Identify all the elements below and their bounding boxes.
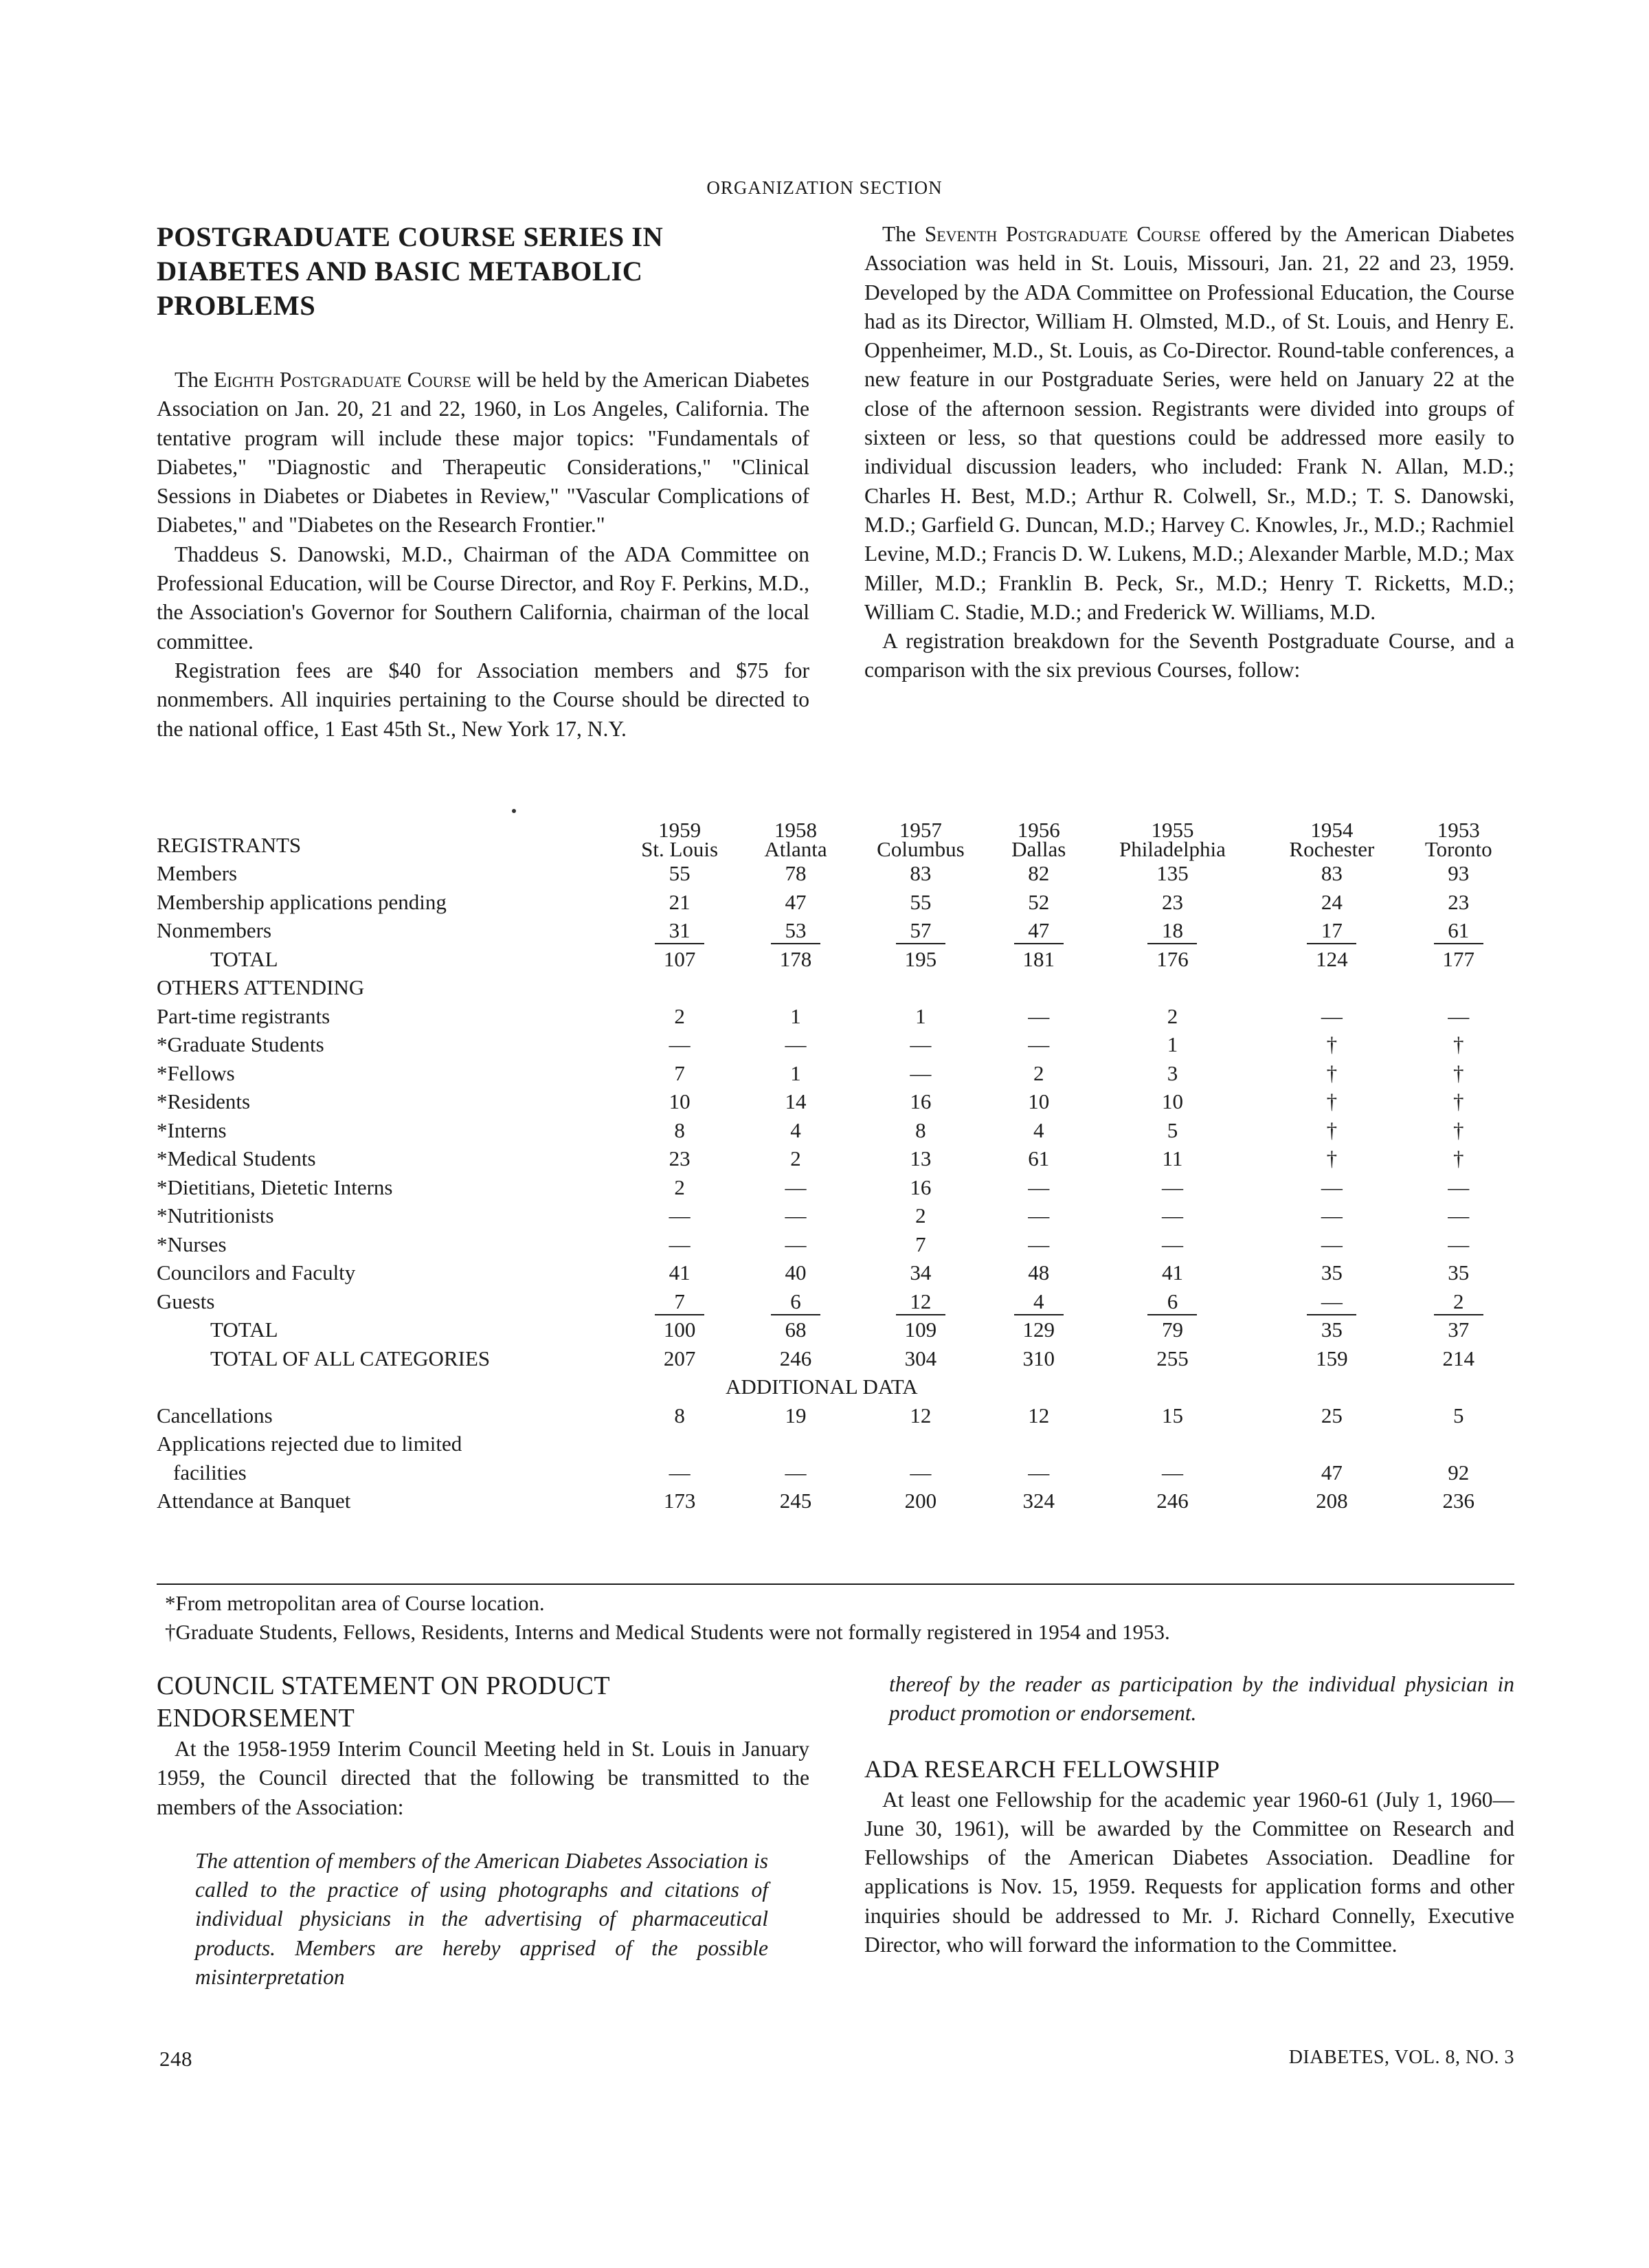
cell-value: † [1326, 1146, 1338, 1170]
column-header [1084, 811, 1261, 859]
cell-empty [1402, 973, 1514, 1002]
underlined-value: 7 [655, 1289, 704, 1315]
cell-value: 24 [1321, 889, 1343, 914]
underlined-value: 61 [1434, 918, 1483, 944]
cell-value: — [1161, 1175, 1183, 1199]
cell-value: † [1326, 1032, 1338, 1056]
underlined-value: 18 [1147, 918, 1197, 944]
cell-empty [1261, 1430, 1402, 1458]
cell-value [1084, 916, 1261, 945]
cell-value: † [1326, 1089, 1338, 1113]
cell-value: 2 [1167, 1003, 1178, 1028]
p1-rest: will be held by the American Diabetes Association on Jan. 20, 21 and 22, 1960, in Los Angeles, California. The tentative program will include these major topics: "Fundamentals of Diabetes," "Diagnostic and Therapeutic Considerations," "Clinical Sessions in Diabetes or Diabetes in Review," "Vascular Complications of Diabetes," and "Diabetes on the Research Frontier." [157, 368, 810, 537]
cell-empty [1084, 1430, 1261, 1458]
cell-value: 181 [1022, 946, 1055, 971]
others-label-row [157, 973, 1514, 1002]
cell-value [1261, 1287, 1402, 1316]
column-city: Philadelphia [1119, 837, 1226, 861]
table-row [157, 1087, 1514, 1116]
course-director-paragraph: Thaddeus S. Danowski, M.D., Chairman of the ADA Committee on Professional Education, will be Course Director, and Roy F. Perkins, M.D., the Association's Governor for Southern California, chairman of the local committee. [157, 542, 809, 654]
cell-value: 23 [1161, 889, 1183, 914]
cell-value [743, 916, 848, 945]
cell-empty [994, 1430, 1084, 1458]
row-label: TOTAL [210, 1318, 278, 1342]
page-number: 248 [159, 2047, 192, 2071]
left-column-top [157, 220, 809, 744]
underlined-value: 12 [896, 1289, 945, 1315]
cell-value: — [1028, 1203, 1050, 1227]
cell-value: 41 [1161, 1260, 1183, 1285]
cell-value: 35 [1321, 1318, 1343, 1342]
cell-value: — [1321, 1203, 1343, 1227]
cell-value: — [1028, 1003, 1050, 1028]
cell-value: 124 [1316, 946, 1348, 971]
cell-empty [616, 1430, 743, 1458]
cell-value: — [785, 1203, 807, 1227]
footnote-metropolitan: *From metropolitan area of Course location. [165, 1591, 545, 1615]
cell-value: 7 [674, 1060, 685, 1085]
table-row [157, 1258, 1514, 1287]
postgraduate-heading: POSTGRADUATE COURSE SERIES IN DIABETES AND BASIC METABOLIC PROBLEMS [157, 221, 664, 321]
cell-empty [848, 1430, 994, 1458]
cell-value [743, 1287, 848, 1316]
row-label: *Dietitians, Dietetic Interns [157, 1175, 393, 1199]
cell-value: — [669, 1232, 691, 1256]
cell-value: 21 [669, 889, 691, 914]
cell-value: † [1452, 1118, 1464, 1142]
cell-value: 41 [669, 1260, 691, 1285]
cell-value: 78 [785, 861, 807, 885]
cell-value: — [1028, 1032, 1050, 1056]
cell-value: 176 [1156, 946, 1189, 971]
cell-value: — [785, 1460, 807, 1485]
cell-value: — [669, 1460, 691, 1485]
cell-value: 2 [915, 1203, 926, 1227]
cell-value: 47 [1321, 1460, 1343, 1485]
column-year: 1955 [1151, 818, 1194, 842]
cell-value: 7 [915, 1232, 926, 1256]
table-row [157, 1116, 1514, 1145]
others-label: OTHERS ATTENDING [157, 975, 365, 999]
row-label: *Residents [157, 1089, 251, 1113]
seventh-course-paragraph [864, 220, 1514, 627]
underlined-value: — [1307, 1289, 1356, 1315]
right-column-bottom [864, 1670, 1514, 1959]
cell-empty [1261, 973, 1402, 1002]
column-header [616, 811, 743, 859]
row-label: *Graduate Students [157, 1032, 324, 1056]
cell-value: 107 [663, 946, 696, 971]
journal-citation: DIABETES, VOL. 8, NO. 3 [1288, 2047, 1514, 2068]
cell-empty [157, 1372, 616, 1401]
cell-value: 35 [1321, 1260, 1343, 1285]
row-label: Applications rejected due to limited [157, 1432, 462, 1456]
table-row [157, 888, 1514, 917]
cell-value: 3 [1167, 1060, 1178, 1085]
cell-value: — [1161, 1232, 1183, 1256]
table-row [157, 1002, 1514, 1031]
column-city: Atlanta [764, 837, 827, 861]
row-label: Nonmembers [157, 918, 272, 942]
cell-value [1261, 916, 1402, 945]
cell-value: 2 [674, 1175, 685, 1199]
additional-label: ADDITIONAL DATA [726, 1375, 918, 1399]
row-label: *Medical Students [157, 1146, 316, 1170]
cell-value [994, 1287, 1084, 1316]
cell-value [1402, 1287, 1514, 1316]
cell-value: — [1321, 1232, 1343, 1256]
cell-value: 135 [1156, 861, 1189, 885]
cell-value: 255 [1156, 1346, 1189, 1370]
column-city: Rochester [1289, 837, 1375, 861]
row-label: *Nutritionists [157, 1203, 274, 1227]
cell-value: 5 [1452, 1403, 1464, 1427]
row-label: Cancellations [157, 1403, 273, 1427]
cell-value [1084, 1287, 1261, 1316]
cell-value: 10 [669, 1089, 691, 1113]
row-label: Councilors and Faculty [157, 1260, 356, 1285]
cell-value: 15 [1161, 1403, 1183, 1427]
cell-value: 11 [1162, 1146, 1183, 1170]
cell-value: 23 [1448, 889, 1470, 914]
cell-value: 16 [910, 1175, 932, 1199]
cell-value: 35 [1448, 1260, 1470, 1285]
cell-value: 195 [904, 946, 937, 971]
underlined-value: 17 [1307, 918, 1356, 944]
council-paragraph: At the 1958-1959 Interim Council Meeting held in St. Louis in January 1959, the Council directed that the following be transmitted to the members of the Association: [157, 1737, 809, 1819]
section-header: ORGANIZATION SECTION [706, 177, 943, 198]
underlined-value: 57 [896, 918, 945, 944]
cell-value: 129 [1022, 1318, 1055, 1342]
column-header [1402, 811, 1514, 859]
column-year: 1959 [658, 818, 702, 842]
cell-value: 2 [1033, 1060, 1044, 1085]
row-label: Part-time registrants [157, 1003, 330, 1028]
column-city: St. Louis [641, 837, 719, 861]
additional-row-a [157, 1430, 1514, 1458]
cell-value: 8 [915, 1118, 926, 1142]
cell-empty [994, 973, 1084, 1002]
column-header [743, 811, 848, 859]
cell-value: 246 [1156, 1489, 1189, 1513]
cell-value: 48 [1028, 1260, 1050, 1285]
table-row [157, 1401, 1514, 1430]
cell-value: — [785, 1175, 807, 1199]
cell-value: — [910, 1460, 932, 1485]
table-row [157, 1201, 1514, 1230]
cell-value [616, 916, 743, 945]
cell-empty [848, 973, 994, 1002]
cell-value: † [1326, 1060, 1338, 1085]
row-label: Attendance at Banquet [157, 1489, 351, 1513]
cell-value: 214 [1442, 1346, 1474, 1370]
cell-value: 13 [910, 1146, 932, 1170]
cell-value: 1 [1167, 1032, 1178, 1056]
cell-value: 159 [1316, 1346, 1348, 1370]
cell-value [616, 1287, 743, 1316]
cell-value: 10 [1161, 1089, 1183, 1113]
cell-value: 12 [1028, 1403, 1050, 1427]
cell-value: † [1452, 1032, 1464, 1056]
underlined-value: 6 [771, 1289, 820, 1315]
cell-value: — [785, 1232, 807, 1256]
cell-value: 40 [785, 1260, 807, 1285]
cell-value: 8 [674, 1403, 685, 1427]
eighth-course-paragraph [157, 366, 809, 540]
cell-value [1402, 916, 1514, 945]
cell-value: — [1448, 1232, 1470, 1256]
cell-value: 1 [790, 1003, 801, 1028]
column-year: 1956 [1017, 818, 1060, 842]
cell-value: 207 [663, 1346, 696, 1370]
cell-value: 4 [1033, 1118, 1044, 1142]
cell-value: † [1452, 1146, 1464, 1170]
column-header [1261, 811, 1402, 859]
cell-value: 34 [910, 1260, 932, 1285]
row-label: Guests [157, 1289, 215, 1313]
cell-value: 10 [1028, 1089, 1050, 1113]
cell-value: 52 [1028, 889, 1050, 914]
cell-empty [743, 1430, 848, 1458]
underlined-value: 47 [1014, 918, 1064, 944]
cell-value: 310 [1022, 1346, 1055, 1370]
column-header [848, 811, 994, 859]
underlined-value: 53 [771, 918, 820, 944]
cell-value: 92 [1448, 1460, 1470, 1485]
row-label: Membership applications pending [157, 889, 447, 914]
cell-value: 2 [674, 1003, 685, 1028]
cell-value: 324 [1022, 1489, 1055, 1513]
table-row [157, 1230, 1514, 1259]
row-label: TOTAL OF ALL CATEGORIES [210, 1346, 491, 1370]
table-row [157, 859, 1514, 888]
cell-value: 246 [779, 1346, 812, 1370]
registration-breakdown-paragraph: A registration breakdown for the Seventh Postgraduate Course, and a comparison with the six previous Courses, follow: [864, 629, 1514, 682]
cell-value: 2 [790, 1146, 801, 1170]
table-row [157, 1030, 1514, 1059]
cell-value: — [1028, 1175, 1050, 1199]
cell-value: — [1028, 1232, 1050, 1256]
cell-value: — [1448, 1203, 1470, 1227]
cell-value: 25 [1321, 1403, 1343, 1427]
eighth-course-title: Eighth Postgraduate Course [214, 368, 471, 392]
cell-value: — [1321, 1175, 1343, 1199]
column-year: 1954 [1310, 818, 1354, 842]
cell-value: 82 [1028, 861, 1050, 885]
cell-value [848, 1287, 994, 1316]
cell-empty [1084, 973, 1261, 1002]
cell-value: — [669, 1203, 691, 1227]
column-year: 1958 [774, 818, 818, 842]
cell-value: — [910, 1060, 932, 1085]
cell-value: — [910, 1032, 932, 1056]
cell-value: 1 [790, 1060, 801, 1085]
cell-value: 83 [910, 861, 932, 885]
cell-value: 245 [779, 1489, 812, 1513]
p1-lead: The [175, 368, 208, 392]
column-header [994, 811, 1084, 859]
underlined-value: 4 [1014, 1289, 1064, 1315]
table-row [157, 1487, 1514, 1515]
table-row [157, 1287, 1514, 1316]
fellowship-paragraph: At least one Fellowship for the academic year 1960-61 (July 1, 1960—June 30, 1961), will be awarded by the Committee on Research and Fellowships of the American Diabetes Association. Deadline for applications is Nov. 15, 1959. Requests for application forms and other inquiries should be addressed to Mr. J. Richard Connelly, Executive Director, who will forward the information to the Committee. [864, 1787, 1514, 1957]
cell-value: — [1028, 1460, 1050, 1485]
cell-empty [743, 973, 848, 1002]
registrants-label: REGISTRANTS [157, 832, 302, 857]
council-quote-continued: thereof by the reader as participation by the individual physician in product promotion or endorsement. [889, 1672, 1514, 1726]
cell-value: 37 [1448, 1318, 1470, 1342]
cell-value: 19 [785, 1403, 807, 1427]
others-total-row [157, 1315, 1514, 1344]
row-label: TOTAL [210, 946, 278, 971]
registrants-total-row [157, 945, 1514, 974]
row-label: *Nurses [157, 1232, 227, 1256]
table-row [157, 916, 1514, 945]
cell-value: 173 [663, 1489, 696, 1513]
table-row [157, 1173, 1514, 1202]
cell-value: † [1326, 1118, 1338, 1142]
cell-value: 83 [1321, 861, 1343, 885]
seventh-course-title: Seventh Postgraduate Course [924, 222, 1201, 246]
cell-value: 8 [674, 1118, 685, 1142]
p1-rest-right: offered by the American Diabetes Association was held in St. Louis, Missouri, Jan. 21, 22 and 23, 1959. Developed by the ADA Committee on Professional Education, the Course had as its Director, William H. Olmsted, M.D., of St. Louis, and Henry E. Oppenheimer, M.D., St. Louis, as Co-Director. Round-table conferences, a new feature in our Postgraduate Series, were held on January 22 at the close of the afternoon session. Registrants were divided into groups of sixteen or less, so that questions could be addressed more easily to individual discussion leaders, who included: Frank N. Allan, M.D.; Charles H. Best, M.D.; Arthur R. Colwell, Sr., M.D.; T. S. Danowski, M.D.; Garfield G. Duncan, M.D.; Harvey C. Knowles, Jr., M.D.; Rachmiel Levine, M.D.; Francis D. W. Lukens, M.D.; Alexander Marble, M.D.; Max Miller, M.D.; Franklin B. Peck, Sr., M.D.; Henry T. Ricketts, M.D.; William C. Stadie, M.D.; and Frederick W. Williams, M.D. [864, 222, 1514, 624]
p1-lead-right: The [882, 222, 916, 246]
fellowship-heading: ADA RESEARCH FELLOWSHIP [864, 1755, 1220, 1783]
additional-row-b [157, 1458, 1514, 1487]
column-city: Dallas [1011, 837, 1066, 861]
additional-label-row [157, 1372, 1514, 1401]
column-city: Columbus [877, 837, 965, 861]
cell-value: 79 [1161, 1318, 1183, 1342]
row-label: Members [157, 861, 238, 885]
cell-value: 304 [904, 1346, 937, 1370]
table-header-row [157, 811, 1514, 859]
cell-empty [616, 973, 743, 1002]
cell-value: 55 [669, 861, 691, 885]
cell-value: 93 [1448, 861, 1470, 885]
cell-value: — [1161, 1203, 1183, 1227]
cell-value [994, 916, 1084, 945]
right-column-top [864, 220, 1514, 685]
cell-value: 55 [910, 889, 932, 914]
cell-value: — [1321, 1003, 1343, 1028]
cell-value: 177 [1442, 946, 1474, 971]
cell-value: 100 [663, 1318, 696, 1342]
all-total-row [157, 1344, 1514, 1373]
cell-value: 5 [1167, 1118, 1178, 1142]
cell-value: 14 [785, 1089, 807, 1113]
column-city: Toronto [1424, 837, 1492, 861]
cell-value: 109 [904, 1318, 937, 1342]
cell-value: 61 [1028, 1146, 1050, 1170]
cell-value: † [1452, 1089, 1464, 1113]
cell-empty [1402, 1430, 1514, 1458]
cell-value: 200 [904, 1489, 937, 1513]
cell-value: 47 [785, 889, 807, 914]
row-label: *Fellows [157, 1060, 235, 1085]
council-statement-heading: COUNCIL STATEMENT ON PRODUCT ENDORSEMENT [157, 1671, 610, 1733]
table-bottom-rule [157, 1583, 1514, 1585]
underlined-value: 31 [655, 918, 704, 944]
cell-value: † [1452, 1060, 1464, 1085]
cell-value: — [1448, 1175, 1470, 1199]
footnote-dagger: †Graduate Students, Fellows, Residents, Interns and Medical Students were not formally registered in 1954 and 1953. [165, 1620, 1170, 1644]
cell-value: 208 [1316, 1489, 1348, 1513]
cell-value: 178 [779, 946, 812, 971]
cell-value [848, 916, 994, 945]
underlined-value: 6 [1147, 1289, 1197, 1315]
table-row [157, 1059, 1514, 1088]
underlined-value: 2 [1434, 1289, 1483, 1315]
council-quote: The attention of members of the American Diabetes Association is called to the practice of using photographs and citations of individual physicians in the advertising of pharmaceutical products. Members are hereby apprised of the possible misinterpretation [195, 1848, 768, 1990]
registration-table [157, 811, 1514, 1515]
cell-value: 68 [785, 1318, 807, 1342]
table-row [157, 1144, 1514, 1173]
cell-value: — [785, 1032, 807, 1056]
cell-value: — [1448, 1003, 1470, 1028]
cell-value: 12 [910, 1403, 932, 1427]
left-column-bottom [157, 1670, 809, 1992]
column-year: 1953 [1437, 818, 1480, 842]
column-year: 1957 [899, 818, 942, 842]
row-label: facilities [173, 1460, 247, 1485]
row-label: *Interns [157, 1118, 227, 1142]
cell-value: 236 [1442, 1489, 1474, 1513]
registration-fees-paragraph: Registration fees are $40 for Association members and $75 for nonmembers. All inquiries pertaining to the Course should be directed to the national office, 1 East 45th St., New York 17, N.Y. [157, 658, 809, 741]
cell-value: 4 [790, 1118, 801, 1142]
cell-value: 23 [669, 1146, 691, 1170]
cell-value: — [1161, 1460, 1183, 1485]
cell-value: 1 [915, 1003, 926, 1028]
cell-value: — [669, 1032, 691, 1056]
cell-value: 16 [910, 1089, 932, 1113]
